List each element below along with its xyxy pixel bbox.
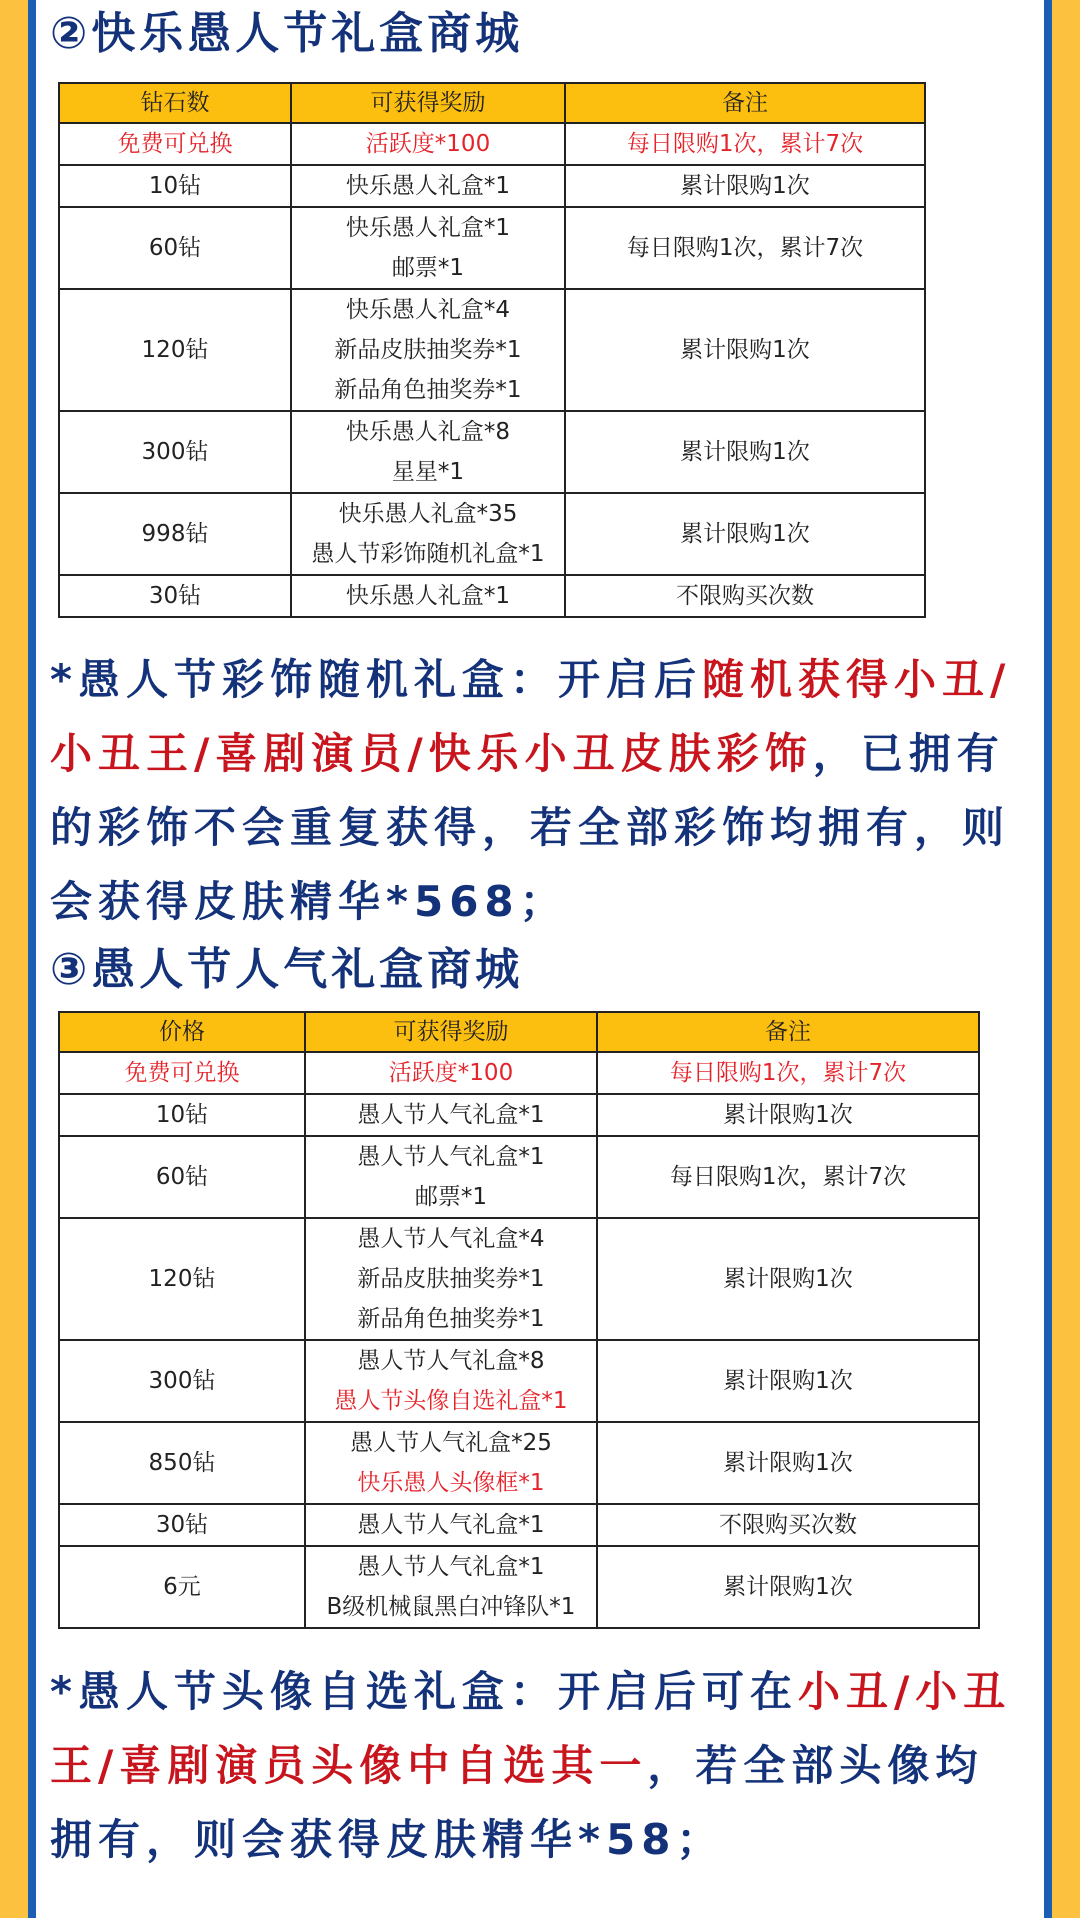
price-cell: 300钻 <box>59 1340 305 1422</box>
reward-item: 快乐愚人礼盒*1 <box>345 173 511 199</box>
reward-item: 新品皮肤抽奖券*1 <box>357 1266 545 1292</box>
remark-cell: 不限购买次数 <box>597 1504 979 1546</box>
price-cell: 免费可兑换 <box>59 123 291 165</box>
table-row <box>59 575 925 617</box>
price-cell: 6元 <box>59 1546 305 1628</box>
reward-cell <box>305 1504 597 1546</box>
reward-cell <box>291 575 565 617</box>
reward-item: 快乐愚人礼盒*4 <box>345 297 511 323</box>
remark-cell: 累计限购1次 <box>597 1422 979 1504</box>
remark-cell: 累计限购1次 <box>597 1340 979 1422</box>
table-body <box>59 1052 979 1628</box>
price-cell: 300钻 <box>59 411 291 493</box>
table-row <box>59 411 925 493</box>
note-text: *愚人节彩饰随机礼盒：开启后 <box>50 655 702 704</box>
right-border <box>1044 0 1080 1918</box>
price-cell: 850钻 <box>59 1422 305 1504</box>
table-header-row <box>59 83 925 123</box>
remark-cell: 每日限购1次，累计7次 <box>565 207 925 289</box>
remark-cell: 累计限购1次 <box>597 1218 979 1340</box>
remark-cell: 累计限购1次 <box>565 165 925 207</box>
remark-cell: 每日限购1次，累计7次 <box>565 123 925 165</box>
reward-item: 邮票*1 <box>391 255 465 281</box>
reward-item: 愚人节人气礼盒*25 <box>350 1430 552 1456</box>
reward-item: 快乐愚人礼盒*35 <box>338 501 518 527</box>
reward-cell <box>291 411 565 493</box>
reward-item: 愚人节人气礼盒*4 <box>357 1226 545 1252</box>
note-avatar-select-box <box>50 1655 1020 1877</box>
remark-cell: 每日限购1次，累计7次 <box>597 1136 979 1218</box>
reward-item: 新品角色抽奖券*1 <box>357 1306 545 1332</box>
gift-shop-table <box>58 82 926 618</box>
reward-cell <box>291 123 565 165</box>
reward-item: 星星*1 <box>391 459 465 485</box>
table-row <box>59 165 925 207</box>
reward-item: 活跃度*100 <box>388 1060 514 1086</box>
reward-cell <box>305 1094 597 1136</box>
table-body <box>59 123 925 617</box>
reward-item: 新品角色抽奖券*1 <box>334 377 522 403</box>
note-text: ，若全部头像均拥有，则会获得皮肤精华*58； <box>50 1741 984 1864</box>
note-text: ，已拥有的彩饰不会重复获得，若全部彩饰均拥有，则会获得皮肤精华*568； <box>50 729 1011 926</box>
note-highlight: 小丑/小丑王/喜剧演员头像中自选其一 <box>50 1667 1012 1790</box>
price-cell: 120钻 <box>59 1218 305 1340</box>
remark-cell: 累计限购1次 <box>565 493 925 575</box>
price-cell: 998钻 <box>59 493 291 575</box>
reward-cell <box>305 1136 597 1218</box>
remark-cell: 不限购买次数 <box>565 575 925 617</box>
reward-cell <box>305 1422 597 1504</box>
remark-cell: 累计限购1次 <box>597 1094 979 1136</box>
reward-item: 活跃度*100 <box>365 131 491 157</box>
price-cell: 30钻 <box>59 1504 305 1546</box>
note-random-decoration-box <box>50 643 1020 939</box>
header-cell: 可获得奖励 <box>305 1012 597 1052</box>
reward-cell <box>291 207 565 289</box>
reward-item: 愚人节人气礼盒*1 <box>357 1144 545 1170</box>
price-cell: 10钻 <box>59 1094 305 1136</box>
table-row <box>59 207 925 289</box>
reward-item: 快乐愚人礼盒*1 <box>345 583 511 609</box>
header-cell: 钻石数 <box>59 83 291 123</box>
table-header-row <box>59 1012 979 1052</box>
reward-cell <box>305 1052 597 1094</box>
left-border <box>0 0 36 1918</box>
reward-cell <box>305 1218 597 1340</box>
table-row <box>59 123 925 165</box>
price-cell: 60钻 <box>59 207 291 289</box>
price-cell: 30钻 <box>59 575 291 617</box>
table-row <box>59 1218 979 1340</box>
reward-cell <box>291 493 565 575</box>
reward-item: 愚人节人气礼盒*1 <box>357 1512 545 1538</box>
section3-title: ③愚人节人气礼盒商城 <box>50 944 524 995</box>
table-row <box>59 1052 979 1094</box>
table-row <box>59 1340 979 1422</box>
header-cell: 可获得奖励 <box>291 83 565 123</box>
table-row <box>59 1422 979 1504</box>
reward-item: 愚人节彩饰随机礼盒*1 <box>311 541 545 567</box>
reward-item: 快乐愚人礼盒*8 <box>345 419 511 445</box>
reward-cell <box>291 289 565 411</box>
header-cell: 价格 <box>59 1012 305 1052</box>
table-row <box>59 493 925 575</box>
price-cell: 60钻 <box>59 1136 305 1218</box>
header-cell: 备注 <box>565 83 925 123</box>
table-row <box>59 1504 979 1546</box>
popularity-shop-table <box>58 1011 980 1629</box>
price-cell: 120钻 <box>59 289 291 411</box>
reward-item: 快乐愚人礼盒*1 <box>345 215 511 241</box>
price-cell: 10钻 <box>59 165 291 207</box>
reward-item: 新品皮肤抽奖券*1 <box>334 337 522 363</box>
note-highlight: 随机获得小丑/小丑王/喜剧演员/快乐小丑皮肤彩饰 <box>50 655 1012 778</box>
header-cell: 备注 <box>597 1012 979 1052</box>
price-cell: 免费可兑换 <box>59 1052 305 1094</box>
table-row <box>59 289 925 411</box>
note-text: *愚人节头像自选礼盒：开启后可在 <box>50 1667 798 1716</box>
remark-cell: 累计限购1次 <box>565 289 925 411</box>
reward-cell <box>305 1546 597 1628</box>
remark-cell: 每日限购1次，累计7次 <box>597 1052 979 1094</box>
table-row <box>59 1546 979 1628</box>
reward-item: 愚人节人气礼盒*1 <box>357 1102 545 1128</box>
table-row <box>59 1094 979 1136</box>
remark-cell: 累计限购1次 <box>565 411 925 493</box>
table-row <box>59 1136 979 1218</box>
reward-item: 愚人节人气礼盒*1 <box>357 1554 545 1580</box>
reward-item: 愚人节头像自选礼盒*1 <box>334 1388 568 1414</box>
reward-item: 愚人节人气礼盒*8 <box>357 1348 545 1374</box>
section2-title: ②快乐愚人节礼盒商城 <box>50 8 524 59</box>
reward-item: 快乐愚人头像框*1 <box>357 1470 545 1496</box>
remark-cell: 累计限购1次 <box>597 1546 979 1628</box>
reward-item: 邮票*1 <box>414 1184 488 1210</box>
reward-cell <box>291 165 565 207</box>
reward-cell <box>305 1340 597 1422</box>
reward-item: B级机械鼠黑白冲锋队*1 <box>326 1594 576 1620</box>
